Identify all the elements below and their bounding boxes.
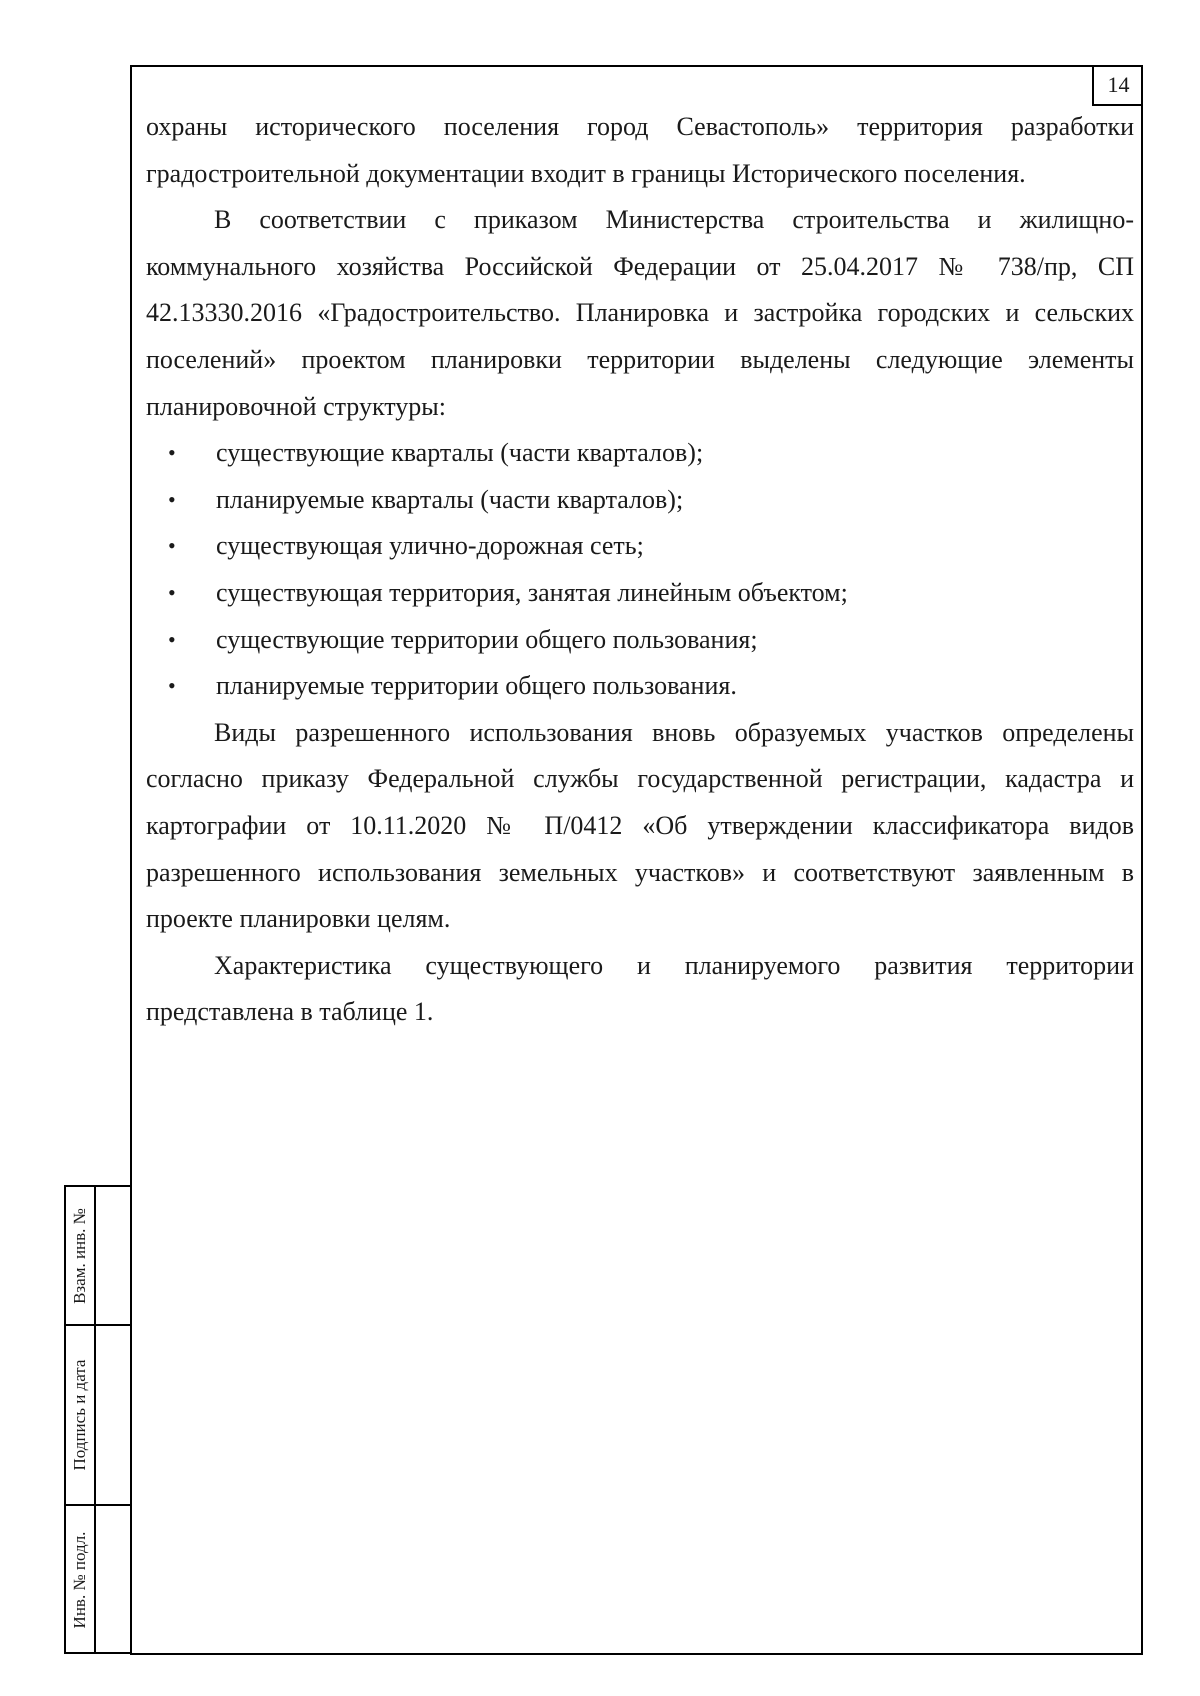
stamp-row-inv <box>66 1506 132 1654</box>
stamp-label-inv-podl: Инв. № подл. <box>70 1531 89 1629</box>
list-item: • существующие территории общего пользования; <box>146 617 1134 664</box>
bullet-icon: • <box>168 579 176 605</box>
bullet-icon: • <box>168 626 176 652</box>
bullet-icon: • <box>168 673 176 699</box>
bullet-icon: • <box>168 533 176 559</box>
paragraph-1: охраны исторического поселения город Севастополь» территория разработки градостроительной документации входит в границы Исторического поселения. <box>146 112 1134 188</box>
stamp-row-vzam <box>66 1187 132 1326</box>
paragraph-4: Характеристика существующего и планируемого развития территории представлена в таблице 1. <box>146 950 1134 1027</box>
stamp-label-vzam-inv: Взам. инв. № <box>70 1207 89 1304</box>
bullet-icon: • <box>168 486 176 512</box>
list-item: • существующая улично-дорожная сеть; <box>146 523 1134 570</box>
side-stamp-table <box>64 1185 132 1654</box>
list-item: • планируемые кварталы (части кварталов); <box>146 477 1134 524</box>
list-item: • планируемые территории общего пользования. <box>146 663 1134 710</box>
document-body <box>146 104 1134 1036</box>
paragraph-3: Виды разрешенного использования вновь образуемых участков определены согласно приказу Федеральной службы государственной регистрации, кадастра и картографии от 10.11.2020 № П/0412 «Об утверждении классификатора видов разрешенного использования земельных участков» и соответствуют заявленным в проекте планировки целям. <box>146 717 1134 934</box>
stamp-row-podpis <box>66 1326 132 1506</box>
paragraph-2: В соответствии с приказом Министерства строительства и жилищно-коммунального хозяйства Российской Федерации от 25.04.2017 № 738/пр, СП 42.13330.2016 «Градостроительство. Планировка и застройка городских и сельских поселений» проектом планировки территории выделены следующие элементы планировочной структуры: <box>146 205 1134 421</box>
list-item: • существующая территория, занятая линейным объектом; <box>146 570 1134 617</box>
list-item: • существующие кварталы (части кварталов); <box>146 430 1134 477</box>
stamp-label-podpis-data: Подпись и дата <box>70 1359 89 1471</box>
bullet-list <box>146 430 1134 710</box>
bullet-icon: • <box>168 440 176 466</box>
page-number: 14 <box>1092 65 1143 106</box>
